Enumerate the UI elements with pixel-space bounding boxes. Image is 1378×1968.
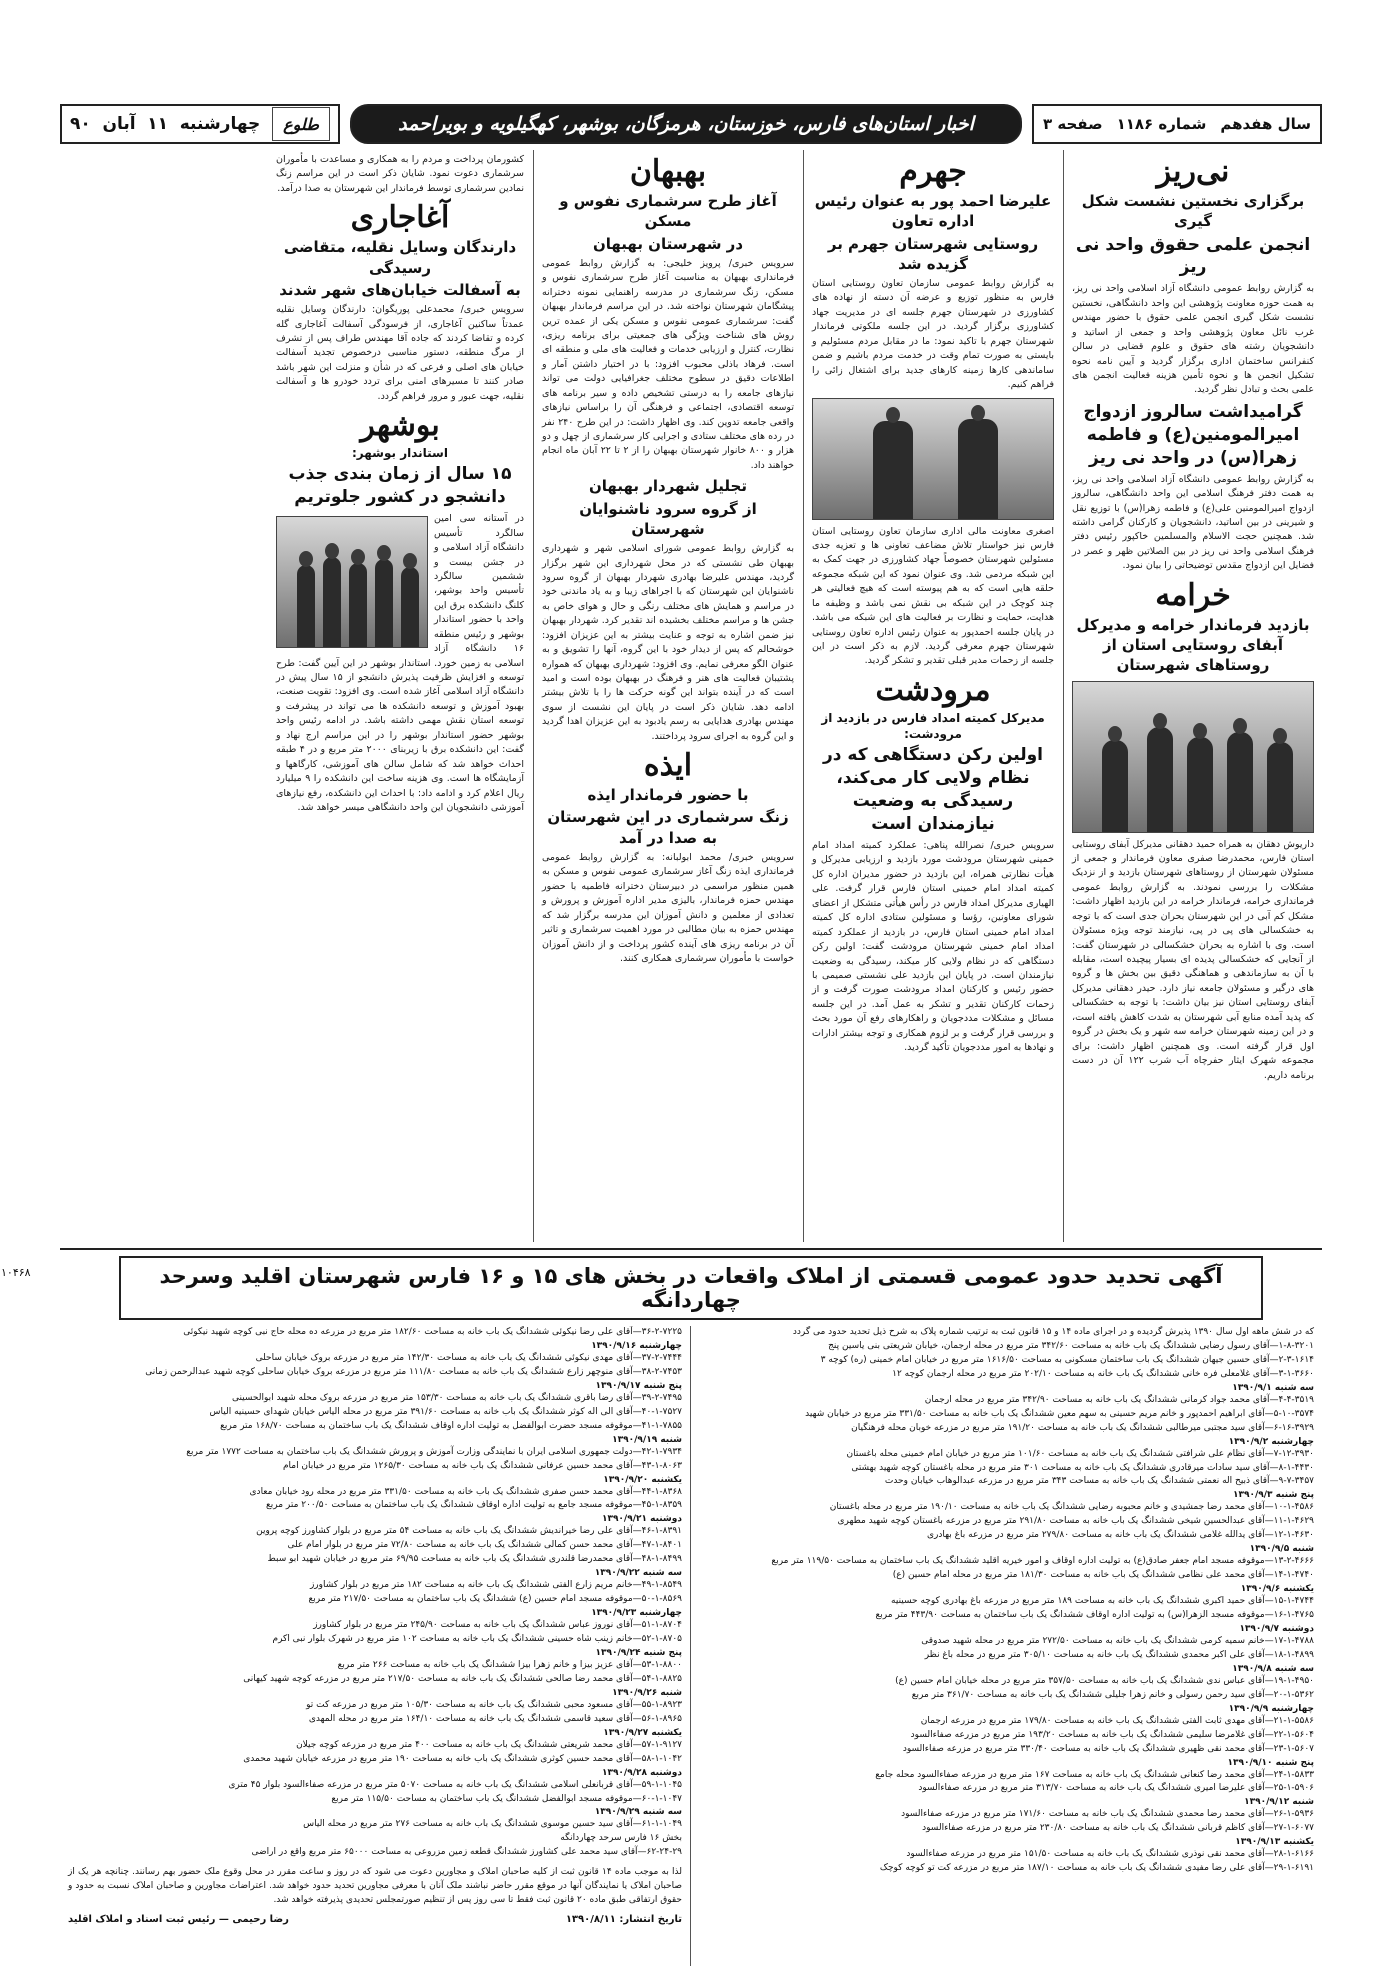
article-body: کشورمان پرداخت و مردم را به همکاری و مساعدت با مأموران سرشماری دعوت نمود. شایان ذکر است در این مراسم زنگ نمادین سرشماری توسط فرماندار این شهرستان به صدا درآمد. (276, 154, 524, 194)
notice-entry: ۱۶-۱-۴۷۶۵—موقوفه مسجد الزهرا(س) به تولیت اداره اوقاف ششدانگ یک باب ساختمان به مساحت ۴۴۳/۹۰ متر مربع (875, 1610, 1314, 1620)
notice-column-left (60, 1326, 691, 1966)
section-title-bushehr: بوشهر (360, 408, 440, 444)
notice-date: یکشنبه ۱۳۹۰/۹/۲۷ (603, 1727, 682, 1738)
notice-entry: ۵۲-۱-۸۷۰۵—خانم زینب شاه حسینی ششدانگ یک باب خانه به مساحت ۱۰۲ متر مربع در شهرک بلوار نبی اکرم (272, 1634, 682, 1644)
headline: برگزاری نخستین نشست شکل گیری (1081, 192, 1305, 231)
headline: به آسفالت خیابان‌های شهر شدند (279, 280, 521, 299)
notice-entry: ۴۴-۱-۸۳۶۸—آقای محمد حسن صفری ششدانگ یک باب خانه به مساحت ۳۳۱/۵۰ متر مربع در محله رود خیابان معادی (249, 1486, 682, 1497)
headline: روستایی شهرستان جهرم بر گزیده شد (827, 234, 1039, 273)
notice-entry: ۵۷-۱-۹۱۲۷—آقای محمد شریعتی ششدانگ یک باب خانه به مساحت ۴۰۰ متر مربع در مزرعه کوچه جیلان (296, 1739, 682, 1750)
news-photo (1072, 681, 1314, 833)
column-aghajari-bushehr (270, 150, 530, 1242)
notice-entry: ۳-۱-۳۶۶۰—آقای غلامعلی فره خانی ششدانگ یک باب خانه به مساحت ۲۰۲/۱۰ متر مربع در محله ارجمان کوچه ۱۲ (892, 1368, 1314, 1379)
signer-name: رضا رحیمی — رئیس ثبت اسناد و املاک اقلید (68, 1914, 289, 1926)
notice-entry: ۴۷-۱-۸۴۰۱—آقای محمد حسن کمالی ششدانگ یک باب خانه به مساحت ۷۲/۸۰ متر مربع در بلوار امام علی (287, 1540, 682, 1551)
column-divider (1063, 150, 1064, 1242)
notice-entry: ۱۹-۱-۴۹۵۰—آقای عباس ندی ششدانگ یک باب خانه به مساحت ۳۵۷/۵۰ متر مربع در محله خیابان امام حسین (ع) (895, 1675, 1314, 1686)
newspaper-logo: طلوع (272, 107, 330, 141)
section-title-marvdasht: مرودشت (875, 672, 991, 708)
notice-entry: ۳۹-۲-۷۴۹۵—آقای رضا باقری ششدانگ یک باب خانه به مساحت ۱۵۳/۳۰ متر مربع در مزرعه بروک محله شهید ابوالحسینی (231, 1392, 682, 1403)
headline: انجمن علمی حقوق واحد نی ریز (1075, 234, 1311, 278)
notice-number: ۱۰۴۶۸ (1, 1266, 31, 1279)
article-body: سرویس خبری/ نصرالله پناهی: عملکرد کمیته امداد امام خمینی شهرستان مرودشت مورد بازدید و ارزیابی مدیرکل و هیأت نظارتی همراه، این بازدید در حضور مدیران اداره کل کمیته امداد امام خمینی استان فارس قرار گرفت. علی الهیاری مدیرکل امداد فارس در رأس هیأتی متشکل از اعضای شورای معاونین، رؤسا و مسئولین ستادی اداره کل کمیته امداد امام خمینی استان فارس، در بازدید از عملکرد کمیته امداد امام خمینی شهرستان مرودشت گفت: اولین رکن دستگاهی که در نظام ولایی کار میکند، رسیدگی به وضعیت نیازمندان است. در پایان این بازدید علی نشستی صمیمی با حضور رئیس و کارکنان امداد مرودشت صورت گرفت و از زحمات کارکنان تقدیر و تشکر به عمل آمد. در این جلسه مسائل و مشکلات مددجویان و راهکارهای رفع آن مورد بحث و بررسی قرار گرفت و بر لزوم همکاری و توجه بیشتر ادارات و نهادها به امور مددجویان تأکید گردید. (812, 840, 1054, 1054)
notice-closing: لذا به موجب ماده ۱۴ قانون ثبت از کلیه صاحبان املاک و مجاورین دعوت می شود که در روز و ساعت مقرر در محل وقوع ملک حضور بهم رسانند. چنانچه هر یک از صاحبان املاک یا نمایندگان آنها در موقع مقرر حاضر نباشند ملک آنان با معرفی مجاورین تحدید حدود خواهد شد. اعتراضات مجاورین و صاحبان املاک نسبت به حدود و حقوق ارتفاقی طبق ماده ۲۰ قانون ثبت فقط تا سی روز پس از تنظیم صورتمجلس تحدیدی پذیرفته خواهد شد. (68, 1867, 682, 1906)
notice-date: یکشنبه ۱۳۹۰/۹/۶ (1240, 1584, 1314, 1595)
masthead-month: آبان (102, 114, 136, 134)
news-photo (812, 398, 1054, 520)
column-behbahan-izeh (536, 150, 800, 1242)
notice-date: یکشنبه ۱۳۹۰/۹/۱۳ (1235, 1837, 1314, 1848)
notice-entry: ۲۶-۱-۵۹۳۶—آقای محمد رضا محمدی ششدانگ یک باب خانه به مساحت ۱۷۱/۶۰ متر مربع در مزرعه صفاءالسود (901, 1809, 1314, 1820)
notice-date: شنبه ۱۳۹۰/۹/۵ (1249, 1544, 1314, 1555)
headline: در شهرستان بهبهان (592, 234, 744, 253)
section-title-jahrom: جهرم (899, 154, 967, 189)
notice-entry: بخش ۱۶ فارس سرحد چهاردانگه (560, 1833, 682, 1844)
notice-entry: ۱-۸-۳۲۰۱—آقای رسول رضایی ششدانگ یک باب خانه به مساحت ۳۴۲/۶۰ متر مربع در محله ارجمان، خیابان شریعتی بنی یاسین پنج (828, 1340, 1314, 1351)
publication-date: تاریخ انتشار: ۱۳۹۰/۸/۱۱ (565, 1914, 682, 1926)
article-body: به گزارش روابط عمومی سازمان تعاون روستایی استان فارس به منظور توزیع و عرضه آن دسته از نهاده های کشاورزی در شهرستان جهرم جلسه ای در مدیریت جهاد کشاورزی برگزار گردید. در این جلسه ملکوتی فرماندار شهرستان جهرم با تاکید نمود: ما در مقابل مردم مسئولیم و بایستی به صورت تمام وقت در خدمت مردم باشیم و ضمن ساماندهی کارها زمینه کارهای جدید برای اشتغال زائی را فراهم کنیم. (812, 278, 1054, 391)
notice-date: پنج شنبه ۱۳۹۰/۹/۱۷ (595, 1380, 682, 1391)
masthead-date-box (60, 104, 340, 144)
notice-entry: ۵۶-۱-۸۹۶۵—آقای سعید قاسمی ششدانگ یک باب خانه به مساحت ۱۶۴/۱۰ متر مربع در محله المهدی (308, 1713, 682, 1724)
notice-entry: ۲۹-۱-۶۱۹۱—آقای علی رضا مفیدی ششدانگ یک باب خانه به مساحت ۱۸۷/۱۰ متر مربع در مزرعه کت تو کوچه کوچک (879, 1863, 1314, 1874)
notice-date: سه شنبه ۱۳۹۰/۹/۸ (1232, 1663, 1314, 1674)
section-title-izeh: ایذه (643, 748, 693, 784)
article-body: به گزارش روابط عمومی دانشگاه آزاد اسلامی واحد نی ریز، به همت حوزه معاونت پژوهشی این واحد دانشگاهی، نخستین نشست شکل گیری انجمن علمی حقوق با حضور مهندس غرب نائل معاون پژوهشی واحد و جمعی از اساتید و دانشجویان رشته های حقوق و علوم قضایی در سالن کنفرانس ساختمان اداری برگزار گردید و آیین نامه نحوه تشکیل انجمن ها و نحوه تأمین هزینه فعالیت انجمن های علمی بحث و تبادل نظر گردید. (1072, 283, 1314, 396)
notice-entry: ۲۱-۱-۵۵۸۶—آقای مهدی ثابت الفتی ششدانگ یک باب خانه به مساحت ۱۷۹/۸۰ متر مربع در مزرعه ارجمان (920, 1715, 1314, 1726)
notice-entry: ۲۷-۱-۶۰۷۷—آقای کاظم قربانی ششدانگ یک باب خانه به مساحت ۲۳۰/۸۰ متر مربع در مزرعه صفاءالسود (922, 1823, 1314, 1834)
headline: تجلیل شهردار بهبهان (589, 477, 747, 496)
column-neyriz-khorrameh (1066, 150, 1320, 1242)
notice-entry: ۴۵-۱-۸۳۵۹—موقوفه مسجد جامع به تولیت اداره اوقاف ششدانگ یک باب ساختمان به مساحت ۲۰۰/۵۰ متر مربع (265, 1500, 682, 1511)
headline: مدیرکل کمیته امداد فارس در بازدید از مرودشت: (821, 710, 1045, 742)
article-body: اصغری معاونت مالی اداری سازمان تعاون روستایی استان فارس نیز خواستار تلاش مضاعف تعاونی ها و تعزیه جدی مسئولین شهرستان خصوصاً جهاد کشاورزی در جهت کمک به این شبکه مردمی شد. وی عنوان نمود که این شبکه مجموعه حلقه هایی است که به هم پیوسته است که هیچ فعالیتی هر چند کوچک در این شبکه بی نقش نمی باشد و وظیفه ما هدایت، حمایت و نظارت بر فعالیت های این شبکه می باشد. در پایان جلسه احمدپور به عنوان رئیس اداره تعاون روستایی شهرستان جهرم معرفی گردید. لازم به ذکر است در این جلسه از زحمات مدیر قبلی تقدیر و تشکر گردید. (812, 525, 1054, 667)
notice-entry: ۲۵-۱-۵۹۰۶—آقای علیرضا امیری ششدانگ یک باب خانه به مساحت ۳۱۳/۷۰ متر مربع در مزرعه صفاءالسود (918, 1783, 1314, 1794)
notice-entry: ۹-۷-۳۴۵۷—آقای ذبیح اله نعمتی ششدانگ یک باب خانه به مساحت ۳۴۳ متر مربع در مزرعه عبدالوهاب خیابان وحدت (884, 1476, 1314, 1487)
column-divider (803, 150, 804, 1242)
article-body: سرویس خبری/ محمد ابولبانه: به گزارش روابط عمومی فرمانداری ایذه زنگ آغاز سرشماری عمومی نفوس و مسکن به همین منظور مراسمی در دبیرستان دخترانه فاطمیه با حضور مهندس حمزه فرماندار، بالیزی مدیر اداره آموزش و پرورش و تعدادی از معلمین و دانش آموزان این مدرسه برگزار شد که مهندس حمزه به بیان مطالبی در مورد اهمیت سرشماری و تاثیر آن در برنامه ریزی های آینده کشور پرداخت و از دانش آموزان خواست با مأموران سرشماری همکاری کنند. (542, 851, 794, 964)
notice-entry: ۲۸-۱-۶۱۶۶—آقای محمد نقی نوذری ششدانگ یک باب خانه به مساحت ۱۵۱/۵۰ متر مربع در مزرعه صفاءالسود (906, 1849, 1314, 1860)
masthead (60, 104, 1322, 144)
notice-entry: ۴۹-۱-۸۵۴۹—خانم مریم زارع الفتی ششدانگ یک باب خانه به مساحت ۱۸۲ متر مربع در بلوار کشاورز (309, 1580, 682, 1591)
notice-entry: ۱۵-۱-۴۷۴۴—آقای حمید اکبری ششدانگ یک باب خانه به مساحت ۱۸۹ متر مربع در مزرعه باغ بهادری کوچه حسینیه (891, 1596, 1314, 1607)
notice-date: سه شنبه ۱۳۹۰/۹/۲۹ (594, 1807, 682, 1818)
notice-entry: ۸-۱-۴۴۳۰—آقای سید سادات میرقادری ششدانگ یک باب خانه به مساحت ۳۰۱ متر مربع در محله باغستان کوچه شهید بهشتی (851, 1462, 1314, 1473)
notice-entry: ۴۳-۱-۸۰۶۳—آقای محمد حسین عرفانی ششدانگ یک باب خانه به مساحت ۱۲۶۵/۳۰ متر مربع در خیابان امام (282, 1460, 682, 1471)
notice-entry: ۳۶-۲-۷۲۲۵—آقای علی رضا نیکوئی ششدانگ یک باب خانه به مساحت ۱۸۲/۶۰ متر مربع در مزرعه ده محله حاج نبی کوچه شهید نیکوئی (183, 1327, 682, 1337)
notice-columns (60, 1326, 1322, 1966)
legal-notice (1, 1248, 1322, 1948)
headline: زنگ سرشماری در این شهرستان به صدا در آمد (547, 808, 789, 847)
masthead-day: چهارشنبه (179, 114, 261, 134)
headline: آغاز طرح سرشماری نفوس و مسکن (559, 192, 777, 231)
headline: گرامیداشت سالروز ازدواج امیرالمومنین(ع) و فاطمه زهرا(س) در واحد نی ریز (1083, 401, 1303, 468)
section-title-aghajari: آغاجاری (350, 200, 450, 236)
notice-entry: ۷-۱۲-۳۹۳۰—آقای نظام علی شرافتی ششدانگ یک باب خانه به مساحت ۱۰۱/۶۰ متر مربع در خیابان امام خمینی محله باغستان (846, 1448, 1314, 1459)
notice-date: پنج شنبه ۱۳۹۰/۹/۲۴ (595, 1647, 682, 1658)
news-photo (276, 516, 428, 648)
notice-entry: ۱۲-۱-۴۶۳۰—آقای یدالله غلامی ششدانگ یک باب خانه به مساحت ۲۷۹/۸۰ متر مربع در مزرعه باغ بهادری (927, 1530, 1314, 1541)
headline: دارندگان وسایل نقلیه، متقاضی رسیدگی (283, 238, 517, 277)
notice-entry: ۳۷-۲-۷۴۴۴—آقای مهدی نیکوئی ششدانگ یک باب خانه به مساحت ۱۴۲/۳۰ متر مربع در مزرعه بروک خیابان ساحلی (255, 1352, 682, 1363)
notice-entry: ۲۴-۱-۵۸۳۳—آقای محمد رضا کنعانی ششدانگ یک باب خانه به مساحت ۱۶۷ متر مربع در مزرعه صفاءالسود محله جامع (875, 1769, 1314, 1780)
article-body: سرویس خبری/ محمدعلی پوریگوان: دارندگان وسایل نقلیه عمدتاً ساکنین آغاجاری، از فرسودگی آسفالت آغاجاری گله کرده و تقاضا کردند که جاده آقا مهندس طراف پس از تشرف از مرگ منطقه، دستور مناسبی درخصوص تجدید آسفالت خیابان های اصلی و فرعی که در شأن و منزلت این شهر باشد صادر کنند تا مسیرهای امنی برای تردد خودرو ها و آسفالت نقلیه، جهت عبور و مرور فراهم گردد. (276, 304, 524, 402)
article-body: سرویس خبری/ پرویز خلیجی: به گزارش روابط عمومی فرمانداری بهبهان به مناسبت آغاز طرح سرشماری نفوس و مسکن، زنگ سرشماری در مدرسه راهنمایی نمونه دخترانه پیشگامان شهرستان نواخته شد. در این مراسم فرماندار بهبهان گفت: سرشماری عمومی نفوس و مسکن یکی از عمده ترین روش های شناخت ویژگی های جمعیتی برای برنامه ریزی، نظارت، کنترل و ارزیابی خدمات و فعالیت های ملی و منطقه ای است. فرهاد باذلی محبوب افزود: با در اختیار داشتن آمار و اطلاعات دقیق در سطوح مختلف جغرافیایی دولت می تواند نیازهای جامعه را به درستی تشخیص داده و سیر برنامه های توسعه اقتصادی، اجتماعی و فرهنگی آن را براساس نیازهای واقعی جامعه تدوین کند. وی اظهار داشت: در این طرح ۲۴۰ نفر در رده های مختلف ستادی و اجرایی کار سرشماری از چهل و دو هزار و ۸۰۰ خانوار شهرستان بهبهان را از ۲ تا ۲۲ آبان ماه انجام خواهند داد. (542, 257, 795, 471)
article-body: در آستانه سی امین سالگرد تأسیس دانشگاه آزاد اسلامی و در جشن بیست و ششمین سالگرد تأسیس واحد بوشهر، کلنگ دانشکده برق این واحد با حضور استاندار بوشهر و رئیس منطقه ۱۶ دانشگاه آزاد اسلامی به زمین خورد. استاندار بوشهر در این آیین گفت: طرح توسعه و افزایش ظرفیت پذیرش دانشجو از ۱۵ سال پیش در دانشگاه آزاد اسلامی آغاز شده است. وی افزود: تقویت صنعت، بهبود آموزش و توسعه دانشکده ها می تواند در پیشرفت و توسعه استان نقش مهمی داشته باشد. در ادامه رئیس واحد بوشهر حضور استاندار بوشهر را در این مراسم ارج نهاد و گفت: این دانشکده برق با زیربنای ۲۰۰۰ متر مربع و در ۴ طبقه احداث خواهد شد که شامل سالن های آموزشی، کارگاهها و آزمایشگاه ها است. وی هزینه ساخت این دانشکده را ۹ میلیارد ریال اعلام کرد و ادامه داد: با احداث این دانشکده، رفع نیازهای آموزشی دانشجویان این واحد دانشگاهی میسر خواهد شد. (276, 513, 525, 813)
notice-date: دوشنبه ۱۳۹۰/۹/۲۸ (601, 1767, 682, 1778)
notice-date: سه شنبه ۱۳۹۰/۹/۱ (1232, 1382, 1314, 1393)
notice-entry: ۲۳-۱-۵۶۰۷—آقای محمد نقی ظهیری ششدانگ یک باب خانه به مساحت ۳۳۰/۴۰ متر مربع در مزرعه صفاءالسود (902, 1743, 1314, 1754)
year-label: سال هفدهم (1220, 115, 1312, 133)
notice-entry: ۵۹-۱-۱۰۴۵—آقای قربانعلی اسلامی ششدانگ یک باب خانه به مساحت ۵۰۷۰ متر مربع در مزرعه صفاءالسود بلوار ۴۵ متری (228, 1779, 682, 1790)
notice-entry: ۶-۱۶-۳۹۲۹—آقای سید مجتبی میرطالبی ششدانگ یک باب خانه به مساحت ۱۹۱/۲۰ متر مربع در مزرعه خوبان محله فرهنگیان (851, 1422, 1314, 1433)
notice-column-right (691, 1326, 1322, 1966)
masthead-issue-box (1032, 104, 1322, 144)
headline: استاندار بوشهر: (352, 446, 448, 461)
notice-date: شنبه ۱۳۹۰/۹/۱۹ (612, 1434, 682, 1445)
headline: از گروه سرود ناشنوایان شهرستان (579, 499, 757, 538)
notice-date: چهارشنبه ۱۳۹۰/۹/۲۳ (591, 1608, 682, 1619)
notice-intro: که در شش ماهه اول سال ۱۳۹۰ پذیرش گردیده و در اجرای ماده ۱۴ و ۱۵ قانون ثبت به ترتیب شماره پلاک به شرح ذیل تحدید حدود می گردد (792, 1327, 1314, 1337)
notice-entry: ۴-۴-۳۵۱۹—آقای محمد جواد کرمانی ششدانگ یک باب خانه به مساحت ۳۴۲/۹۰ متر مربع در محله ارجمان (924, 1394, 1314, 1405)
notice-date: دوشنبه ۱۳۹۰/۹/۷ (1239, 1623, 1314, 1634)
article-body: داریوش دهقان به همراه حمید دهقانی مدیرکل آبفای روستایی استان فارس، محمدرضا صفری معاون فرماندار و جمعی از مسئولان شهرستان از روستاهای شهرستان بازدید و از نزدیک مشکلات را بررسی نمودند. به گزارش روابط عمومی فرمانداری خرامه، فرماندار خرامه در این بازدید اظهار داشت: مشکل کم آبی در این شهرستان بحران جدی است که با توجه به خشکسالی های پی در پی، نیازمند توجه ویژه مسئولان است. وی با اشاره به بحران خشکسالی در شهرستان گفت: از آنجایی که خشکسالی پدیده ای بسیار پیچیده است، مقابله با آن به سازماندهی و هماهنگی دقیق بین بخش ها و گروه های درگیر و مسئولان جامعه نیاز دارد. حیدر دهقانی مدیرکل آبفای روستایی استان نیز بیان داشت: با توجه به خشکسالی که پدید آمده منابع آبی شهرستان به شدت کاهش یافته است، و در این زمینه شهرستان خرامه سه شهر و یک بخش در گروه اول قرار گرفته است. وی همچنین اظهار داشت: برای مجموعه شهرک ایثار حفرچاه آب شرب ۱۲۲ آن در دست برنامه داریم. (1072, 838, 1315, 1081)
notice-entry: ۱۰-۱-۴۵۸۶—آقای محمد رضا جمشیدی و خانم محبوبه رضایی ششدانگ یک باب خانه به مساحت ۱۹۰/۱۰ متر مربع در محله باغستان (829, 1502, 1314, 1513)
notice-entry: ۴۶-۱-۸۳۹۱—آقای علی رضا خیراندیش ششدانگ یک باب خانه به مساحت ۵۴ متر مربع در بلوار کشاورز کوچه پروین (256, 1526, 682, 1537)
page-number: صفحه ۳ (1043, 115, 1103, 133)
notice-entry: ۱۳-۲-۴۶۶۶—موقوفه مسجد امام جعفر صادق(ع) به تولیت اداره اوقاف و امور خیریه اقلید ششدانگ یک باب ساختمان به مساحت ۱۱۹/۵۰ متر مربع (771, 1556, 1314, 1567)
notice-date: پنج شنبه ۱۳۹۰/۹/۱۰ (1227, 1757, 1314, 1768)
notice-entry: ۵۳-۱-۸۸۰۰—آقای عزیز بیزا و خانم زهرا بیزا ششدانگ یک باب خانه به مساحت ۲۶۶ متر مربع (337, 1659, 682, 1670)
notice-date: چهارشنبه ۱۳۹۰/۹/۲ (1228, 1436, 1314, 1447)
notice-entry: ۵۵-۱-۸۹۲۳—آقای مسعود محبی ششدانگ یک باب خانه به مساحت ۱۰۵/۳۰ متر مربع در مزرعه کت تو (306, 1699, 682, 1710)
notice-entry: ۴۱-۱-۷۸۵۵—موقوفه مسجد حضرت ابوالفضل به تولیت اداره اوقاف ششدانگ یک باب ساختمان به مساحت ۱۶۸/۷۰ متر مربع (220, 1420, 682, 1431)
notice-entry: ۱۴-۱-۴۷۴۰—آقای محمد علی نظامی ششدانگ یک باب خانه به مساحت ۱۸۱/۳۰ متر مربع در محله امام حسین (ع) (892, 1570, 1314, 1581)
notice-entry: ۲-۳-۱۶۱۴—آقای حسین جیهان ششدانگ یک باب ساختمان مسکونی به مساحت ۱۶۱۶/۵۰ متر مربع در خیابان امام خمینی (ره) کوچه ۳ (820, 1354, 1314, 1365)
notice-entry: ۵۱-۱-۸۷۰۴—آقای نوروز عباس ششدانگ یک باب خانه به مساحت ۲۴۵/۹۰ متر مربع در بلوار کشاورز (313, 1620, 682, 1631)
notice-entry: ۶۰-۱-۱۰۴۷—موقوفه مسجد ابوالفضل ششدانگ یک باب ساختمان به مساحت ۱۱۵/۵۰ متر مربع (331, 1793, 682, 1804)
notice-entry: ۴۰-۱-۷۵۲۷—آقای الی اله کوثر ششدانگ یک باب خانه به مساحت ۳۹۱/۶۰ متر مربع در محله الیاس خیابان شهدای حسینیه الیاس (209, 1406, 682, 1417)
notice-date: یکشنبه ۱۳۹۰/۹/۲۰ (603, 1474, 682, 1485)
notice-signature (68, 1914, 682, 1925)
notice-entry: ۵۴-۱-۸۸۲۵—آقای محمد رضا صالحی ششدانگ یک باب خانه به مساحت ۲۱۷/۵۰ متر مربع در مزرعه کوچه شهید کیهانی (243, 1673, 682, 1684)
notice-date: شنبه ۱۳۹۰/۹/۱۲ (1244, 1797, 1314, 1808)
notice-entry: ۱۸-۱-۴۸۹۹—آقای علی اکبر محمدی ششدانگ یک باب خانه به مساحت ۳۰۵/۱۰ متر مربع در محله باغ نظر (924, 1649, 1314, 1660)
notice-entry: ۵-۱۰-۳۵۷۴—آقای ابراهیم احمدپور و خانم مریم حسینی به سهم معین ششدانگ یک باب خانه به مساحت ۳۳۱/۵۰ متر مربع در خیابان شهید (805, 1408, 1314, 1419)
notice-entry: ۵۸-۱-۱۰۴۲—آقای محمد حسین کوثری ششدانگ یک باب خانه به مساحت ۱۹۰ متر مربع در مزرعه خیابان شهید محمدی (243, 1753, 682, 1764)
notice-date: دوشنبه ۱۳۹۰/۹/۲۱ (601, 1514, 682, 1525)
headline: اولین رکن دستگاهی که در نظام ولایی کار می‌کند، رسیدگی به وضعیت نیازمندان است (822, 745, 1043, 835)
headline: ۱۵ سال از زمان بندی جذب دانشجو در کشور جلوتریم (288, 464, 512, 508)
notice-entry: ۵۰-۱-۸۵۶۹—موقوفه مسجد امام حسین (ع) ششدانگ یک باب ساختمان به مساحت ۲۱۷/۵۰ متر مربع (308, 1594, 682, 1605)
column-jahrom-marvdasht (806, 150, 1060, 1242)
notice-title (1, 1256, 1263, 1320)
issue-number: شماره ۱۱۸۶ (1116, 115, 1207, 133)
notice-entry: ۳۸-۲-۷۴۵۳—آقای منوچهر زارع ششدانگ یک باب خانه به مساحت ۱۱۱/۸۰ متر مربع در مزرعه بروک خیابان ساحلی کوچه شهید عبدالرحمن زمانی (145, 1366, 682, 1377)
article-body: به گزارش روابط عمومی شورای اسلامی شهر و شهرداری بهبهان طی نشستی که در محل شهرداری این شهر برگزار گردید، مهندس علیرضا بهادری شهردار بهبهان از گروه سرود ناشنوایان این شهرستان که با اجراهای زیبا و به یاد ماندنی خود در مراسم و همایش های مختلف رنگی و حال و هوای خاص به جشن ها و مراسم مختلف بخشیده اند تقدیر کرد. شهردار بهبهان نیز ضمن اشاره به توجه و عنایت بیشتر به این عزیزان افزود: خوشحالم که پس از دیدار خود با این گروه، آنها را تشویق و به عنوان الگو معرفی نمایم. وی افزود: شهرداری بهبهان که همواره پشتیبان فعالیت های هنر و فرهنگ در بهبهان بوده است و امید است که در آینده بتواند این گونه حرکت ها را با تلاش بیشتر ادامه دهد. شایان ذکر است در پایان این نشست از سوی مهندس بهادری هدایایی به رسم یادبود به این عزیزان اهدا گردید و این گروه به اجرای سرود پرداختند. (542, 543, 794, 742)
notice-entry: ۶۲-۲۴-۲۹—آقای سید محمد علی کشاورز ششدانگ قطعه زمین مزروعی به مساحت ۶۵۰۰۰ متر مربع واقع در اراضی (251, 1847, 682, 1858)
headline: علیرضا احمد پور به عنوان رئیس اداره تعاون (814, 192, 1052, 231)
notice-entry: ۶۱-۱-۱۰۴۹—آقای سید حسین موسوی ششدانگ یک باب خانه به مساحت ۲۷۶ متر مربع در محله الیاس (303, 1819, 682, 1830)
section-title-neyriz: نی‌ریز (1156, 154, 1230, 189)
notice-date: شنبه ۱۳۹۰/۹/۲۶ (612, 1687, 682, 1698)
column-divider (533, 150, 534, 1242)
headline: بازدید فرماندار خرامه و مدیرکل آبفای روستایی استان از روستاهای شهرستان (1076, 615, 1310, 675)
notice-date: پنج شنبه ۱۳۹۰/۹/۳ (1232, 1490, 1314, 1501)
section-title-behbahan: بهبهان (629, 154, 707, 189)
section-title-khorrameh: خرامه (1155, 577, 1231, 613)
masthead-year: ۹۰ (70, 114, 91, 134)
notice-entry: ۱۷-۱-۴۷۸۸—خانم سمیه کرمی ششدانگ یک باب خانه به مساحت ۲۷۲/۵۰ متر مربع در محله شهید صدوقی (921, 1635, 1314, 1646)
masthead-banner: اخبار استان‌های فارس، خوزستان، هرمزگان، بوشهر، کهگیلویه و بویراحمد (350, 104, 1022, 144)
masthead-date-day: ۱۱ (147, 114, 169, 134)
headline: با حضور فرماندار ایذه (587, 786, 749, 805)
article-body: به گزارش روابط عمومی دانشگاه آزاد اسلامی واحد نی ریز، به همت دفتر فرهنگ اسلامی این واحد دانشگاهی، سالروز ازدواج امیرالمومنین علی(ع) و فاطمه زهرا(س) با توزیع نقل و شیرینی در بین اساتید، دانشجویان و کارکنان گرامی داشته شد. همچنین حجت الاسلام والمسلمین خاکپور رئیس دفتر فرهنگ اسلامی واحد نی ریز در بین الصلاتین ظهر و عصر در فضایل این ازدواج مقدس توضیحاتی را بیان نمود. (1072, 473, 1314, 572)
notice-title-text: آگهی تحدید حدود عمومی قسمتی از املاک واقعات در بخش های ۱۵ و ۱۶ فارس شهرستان اقلید وسرحد چهاردانگه (159, 1264, 1223, 1312)
notice-entry: ۲۰-۱-۵۳۶۲—آقای سید رحمن رسولی و خانم زهرا جلیلی ششدانگ یک باب خانه به مساحت ۳۶۱/۷۰ متر مربع (911, 1689, 1314, 1700)
notice-date: چهارشنبه ۱۳۹۰/۹/۹ (1228, 1703, 1314, 1714)
notice-entry: ۲۲-۱-۵۶۰۴—آقای غلامرضا سلیمی ششدانگ یک باب خانه به مساحت ۱۹۳/۲۰ متر مربع در مزرعه صفاءالسود (910, 1729, 1314, 1740)
notice-entry: ۴۲-۱-۷۹۳۴—دولت جمهوری اسلامی ایران با نمایندگی وزارت آموزش و پرورش ششدانگ یک باب ساختمان به مساحت ۱۷۷۲ متر مربع (186, 1446, 682, 1457)
notice-entry: ۴۸-۱-۸۴۹۹—آقای محمدرضا قلندری ششدانگ یک باب خانه به مساحت ۶۹/۹۵ متر مربع در خیابان شهید ابو سبط (267, 1554, 682, 1565)
notice-entry: ۱۱-۱-۴۶۲۹—آقای عبدالحسین شیخی ششدانگ یک باب خانه به مساحت ۲۹۱/۸۰ متر مربع در مزرعه باغستان کوچه شهید مطهری (837, 1516, 1314, 1527)
notice-date: سه شنبه ۱۳۹۰/۹/۲۲ (594, 1568, 682, 1579)
notice-date: چهارشنبه ۱۳۹۰/۹/۱۶ (591, 1340, 682, 1351)
